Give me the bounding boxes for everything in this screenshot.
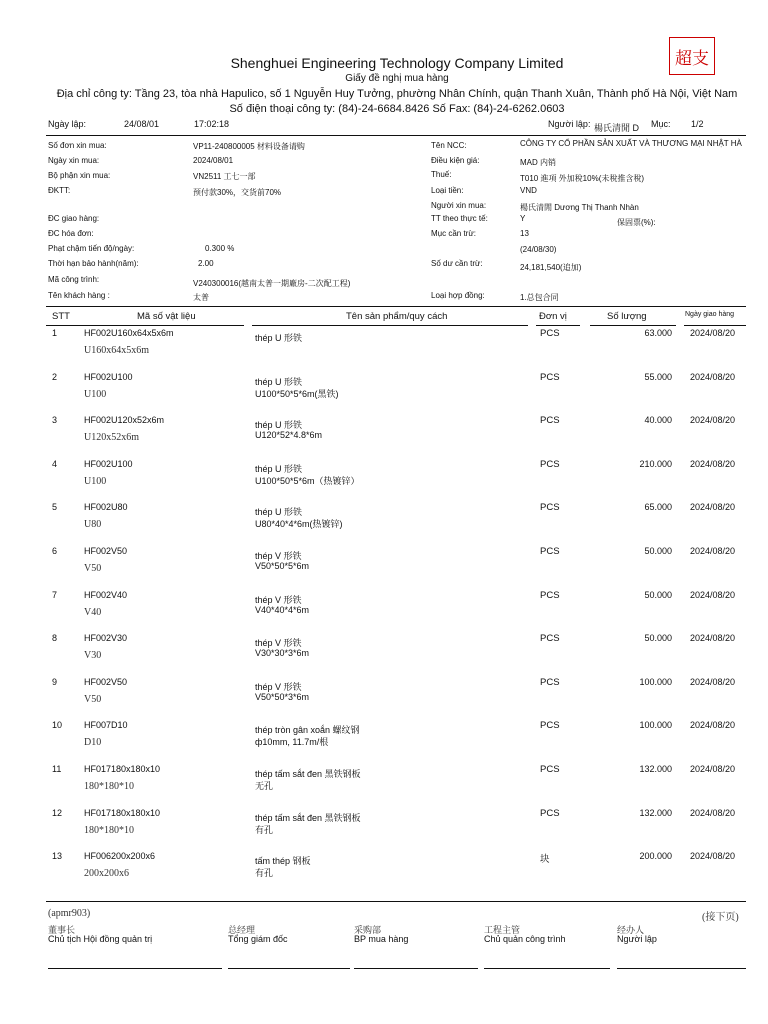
col-stt: STT <box>52 311 70 322</box>
cell-name: thép U 形铁 <box>255 333 303 343</box>
col-unit: Đơn vị <box>539 311 567 322</box>
cell-qty: 100.000 <box>639 676 672 687</box>
cell-spec-desc: ф10mm, 11.7m/根 <box>255 737 329 748</box>
col-qty: Số lượng <box>607 311 647 322</box>
cell-qty: 50.000 <box>644 633 672 644</box>
cell-name: thép U 形铁 <box>255 507 303 518</box>
cell-stt: 7 <box>52 589 58 600</box>
cell-name: thép U 形铁 <box>255 420 303 431</box>
cell-unit: PCS <box>540 807 560 819</box>
col-name: Tên sản phẩm/quy cách <box>346 311 448 322</box>
cell-spec: 180*180*10 <box>84 824 134 836</box>
cell-unit: PCS <box>540 764 560 775</box>
cell-spec: D10 <box>84 737 102 749</box>
cell-date: 2024/08/20 <box>689 589 735 600</box>
cell-spec: V30 <box>84 650 102 662</box>
info-label: Bộ phận xin mua: <box>48 171 111 180</box>
cell-name: thép V 形铁 <box>255 681 302 692</box>
cell-name: thép tấm sắt đen 黑铁钢板 <box>255 812 361 823</box>
signer-title: Người lập <box>617 934 657 944</box>
info-label: Số dư cần trừ: <box>431 259 483 268</box>
cell-code: HF002U100 <box>84 458 133 469</box>
cell-code: HF006200x200x6 <box>84 851 156 862</box>
cell-spec: V40 <box>84 606 102 618</box>
cell-unit: PCS <box>540 502 560 514</box>
info-label: Thuế: <box>431 170 452 179</box>
cell-name: thép U 形铁 <box>255 376 303 387</box>
date-label: Ngày lập: <box>48 119 87 129</box>
cell-code: HF002U120x52x6m <box>84 415 165 426</box>
info-value: MAD 内销 <box>520 158 556 167</box>
cell-spec-desc: U80*40*4*6m(热镀锌) <box>255 519 343 530</box>
cell-date: 2024/08/20 <box>689 546 735 556</box>
cell-date: 2024/08/20 <box>689 633 735 644</box>
cell-spec-desc: 有孔 <box>255 868 274 879</box>
page-value: 1/2 <box>691 119 704 129</box>
next-page-note: (接下页) <box>702 912 739 923</box>
signature-line <box>354 968 478 969</box>
cell-date: 2024/08/20 <box>689 415 735 426</box>
cell-spec: V50 <box>84 693 102 705</box>
cell-spec-desc: V50*50*5*6m <box>255 561 310 571</box>
cell-stt: 10 <box>52 720 63 731</box>
info-label: Người xin mua: <box>431 201 487 210</box>
cell-code: HF002V50 <box>84 546 128 556</box>
info-label: Tên NCC: <box>431 141 467 150</box>
cell-spec-desc: 无孔 <box>255 781 274 791</box>
cell-spec-desc: V40*40*4*6m <box>255 604 310 615</box>
creator-value: 楊氏清閒 D <box>594 123 640 133</box>
cell-unit: PCS <box>540 589 560 601</box>
divider <box>46 325 244 326</box>
cell-spec-desc: V30*30*3*6m <box>255 648 310 659</box>
cell-name: thép tấm sắt đen 黑铁钢板 <box>255 769 361 779</box>
company-name: Shenghuei Engineering Technology Company Limited <box>230 55 564 71</box>
info-label: Mục cần trừ: <box>431 229 476 238</box>
warranty-ticket-label: 保固票(%): <box>617 218 656 227</box>
info-label: Điều kiện giá: <box>431 156 480 165</box>
cell-qty: 50.000 <box>644 589 672 600</box>
signer-title: Chủ quản công trình <box>484 934 566 944</box>
cell-stt: 8 <box>52 633 58 644</box>
cell-code: HF002U160x64x5x6m <box>84 328 174 338</box>
cell-name: thép V 形铁 <box>255 594 302 605</box>
form-code: (apmr903) <box>48 908 91 919</box>
cell-spec: U80 <box>84 519 102 531</box>
cell-qty: 200.000 <box>639 851 672 862</box>
cell-date: 2024/08/20 <box>689 764 735 774</box>
cell-unit: PCS <box>540 371 560 383</box>
cell-spec-desc: U120*52*4.8*6m <box>255 430 323 441</box>
divider <box>46 306 746 307</box>
signer-title: Tổng giám đốc <box>228 934 288 944</box>
cell-spec-desc: 有孔 <box>255 824 274 835</box>
cell-name: thép U 形铁 <box>255 463 303 474</box>
info-label: Thời hạn bảo hành(năm): <box>48 259 139 268</box>
cell-stt: 4 <box>52 458 58 469</box>
cell-unit: PCS <box>540 458 560 470</box>
info-value: VP11-240800005 材料设备请购 <box>193 142 305 151</box>
cell-name: thép tròn gân xoắn 螺纹钢 <box>255 725 360 736</box>
divider <box>536 325 580 326</box>
info-label: Tên khách hàng : <box>48 291 110 300</box>
cell-qty: 132.000 <box>639 764 672 774</box>
cell-spec: 180*180*10 <box>84 781 134 792</box>
info-value: T010 進項 外加稅10%(未稅推含稅) <box>520 174 645 183</box>
date-value: 24/08/01 <box>124 119 160 129</box>
cell-qty: 210.000 <box>639 458 672 469</box>
cell-unit: PCS <box>540 720 560 732</box>
cell-stt: 2 <box>52 371 58 382</box>
cell-qty: 100.000 <box>639 720 672 731</box>
cell-unit: PCS <box>540 633 560 645</box>
cell-unit: 块 <box>540 854 550 866</box>
time-value: 17:02:18 <box>194 119 230 129</box>
signer-title: BP mua hàng <box>354 934 409 944</box>
signer-cn: 工程主管 <box>484 925 521 935</box>
cell-code: HF002V40 <box>84 589 128 600</box>
signature-line <box>228 968 350 969</box>
cell-spec: U160x64x5x6m <box>84 345 149 356</box>
col-date: Ngày giao hàng <box>685 311 735 318</box>
cell-date: 2024/08/20 <box>689 502 735 513</box>
cell-date: 2024/08/20 <box>689 328 735 338</box>
cell-date: 2024/08/20 <box>689 676 735 687</box>
cell-qty: 55.000 <box>644 371 672 382</box>
signer-title: Chủ tịch Hội đồng quản trị <box>48 934 153 944</box>
cell-date: 2024/08/20 <box>689 807 735 818</box>
signer-cn: 总经理 <box>228 925 256 935</box>
info-value: VN2511 工七一部 <box>193 172 256 181</box>
info-label: ĐKTT: <box>48 186 71 195</box>
info-label: ĐC giao hàng: <box>48 214 100 223</box>
info-label: Ngày xin mua: <box>48 156 100 165</box>
cell-qty: 50.000 <box>644 546 672 556</box>
cell-unit: PCS <box>540 676 560 688</box>
cell-date: 2024/08/20 <box>689 720 735 731</box>
cell-stt: 5 <box>52 502 58 513</box>
info-value: 太普 <box>193 293 209 302</box>
divider <box>252 325 528 326</box>
info-value: V240300016(越南太普一期廠房-二次配工程) <box>193 279 351 288</box>
divider <box>684 325 746 326</box>
cell-unit: PCS <box>540 328 560 339</box>
info-label: ĐC hóa đơn: <box>48 229 94 238</box>
col-code: Mã số vật liệu <box>137 311 196 322</box>
divider <box>46 135 746 136</box>
cell-spec-desc: V50*50*3*6m <box>255 691 310 702</box>
cell-code: HF017180x180x10 <box>84 807 161 818</box>
cell-qty: 132.000 <box>639 807 672 818</box>
info-label: Mã công trình: <box>48 275 100 284</box>
cell-stt: 3 <box>52 415 58 426</box>
cell-spec: U100 <box>84 388 107 400</box>
cell-spec: U120x52x6m <box>84 432 139 444</box>
cell-date: 2024/08/20 <box>689 458 735 469</box>
info-value: 1.总包合同 <box>520 293 559 302</box>
divider <box>590 325 676 326</box>
cell-spec: V50 <box>84 563 102 574</box>
creator-label: Người lập: <box>548 119 591 129</box>
cell-stt: 6 <box>52 546 58 556</box>
cell-unit: PCS <box>540 415 560 427</box>
info-label: Loại tiền: <box>431 186 464 195</box>
info-value: (24/08/30) <box>520 245 557 254</box>
approval-stamp: 超支 <box>669 37 715 75</box>
info-label: TT theo thực tế: <box>431 214 488 223</box>
company-address: Địa chỉ công ty: Tầng 23, tòa nhà Hapulico, số 1 Nguyễn Huy Tưởng, phường Nhân Chính, quận Thanh Xuân, Thành phố Hà Nội, Việt Nam <box>56 88 738 100</box>
signer-cn: 经办人 <box>617 925 645 935</box>
cell-code: HF007D10 <box>84 720 128 731</box>
info-value: 13 <box>520 229 529 238</box>
signature-line <box>617 968 746 969</box>
company-phone: Số điện thoại công ty: (84)-24-6684.8426 Số Fax: (84)-24-6262.0603 <box>229 103 565 115</box>
divider <box>46 901 746 902</box>
cell-stt: 12 <box>52 807 63 818</box>
cell-code: HF002U100 <box>84 371 133 382</box>
cell-stt: 13 <box>52 851 63 862</box>
signature-line <box>484 968 610 969</box>
info-value: 2024/08/01 <box>193 156 234 165</box>
supplier-name: CÔNG TY CỔ PHẦN SẢN XUẤT VÀ THƯƠNG MẠI NHẬT HÀ <box>520 139 742 148</box>
document-title: Giấy đề nghị mua hàng <box>345 73 449 84</box>
cell-qty: 65.000 <box>644 502 672 513</box>
info-value: 24,181,540(追加) <box>520 263 582 272</box>
signature-line <box>48 968 222 969</box>
cell-code: HF017180x180x10 <box>84 764 161 774</box>
info-label: Số đơn xin mua: <box>48 141 107 150</box>
cell-spec: U100 <box>84 475 107 487</box>
info-value: VND <box>520 186 537 195</box>
info-value: Y <box>520 214 526 223</box>
cell-code: HF002V30 <box>84 633 128 644</box>
cell-stt: 11 <box>52 764 62 774</box>
cell-spec: 200x200x6 <box>84 868 129 880</box>
cell-code: HF002V50 <box>84 676 128 687</box>
cell-spec-desc: U100*50*5*6m(黑铁) <box>255 388 339 399</box>
cell-spec-desc: U100*50*5*6m（热镀锌） <box>255 475 360 486</box>
info-label: Loại hợp đồng: <box>431 291 485 300</box>
cell-date: 2024/08/20 <box>689 371 735 382</box>
cell-stt: 1 <box>52 328 58 338</box>
cell-name: tấm thép 钢板 <box>255 856 311 867</box>
cell-unit: PCS <box>540 546 560 557</box>
cell-date: 2024/08/20 <box>689 851 735 862</box>
signer-cn: 采购部 <box>354 925 382 935</box>
info-value: 楊氏清閒 Dương Thị Thanh Nhàn <box>520 203 639 212</box>
cell-code: HF002U80 <box>84 502 128 513</box>
info-value: 2.00 <box>198 259 214 268</box>
signer-cn: 董事长 <box>48 925 76 935</box>
cell-stt: 9 <box>52 676 58 687</box>
cell-name: thép V 形铁 <box>255 638 302 649</box>
cell-name: thép V 形铁 <box>255 551 302 561</box>
info-value: 0.300 % <box>205 244 235 253</box>
info-value: 预付款30%，交货前70% <box>193 188 282 197</box>
page-label: Mục: <box>651 119 671 129</box>
info-label: Phạt chậm tiến độ/ngày: <box>48 244 135 253</box>
cell-qty: 40.000 <box>644 415 672 426</box>
cell-qty: 63.000 <box>644 328 672 338</box>
